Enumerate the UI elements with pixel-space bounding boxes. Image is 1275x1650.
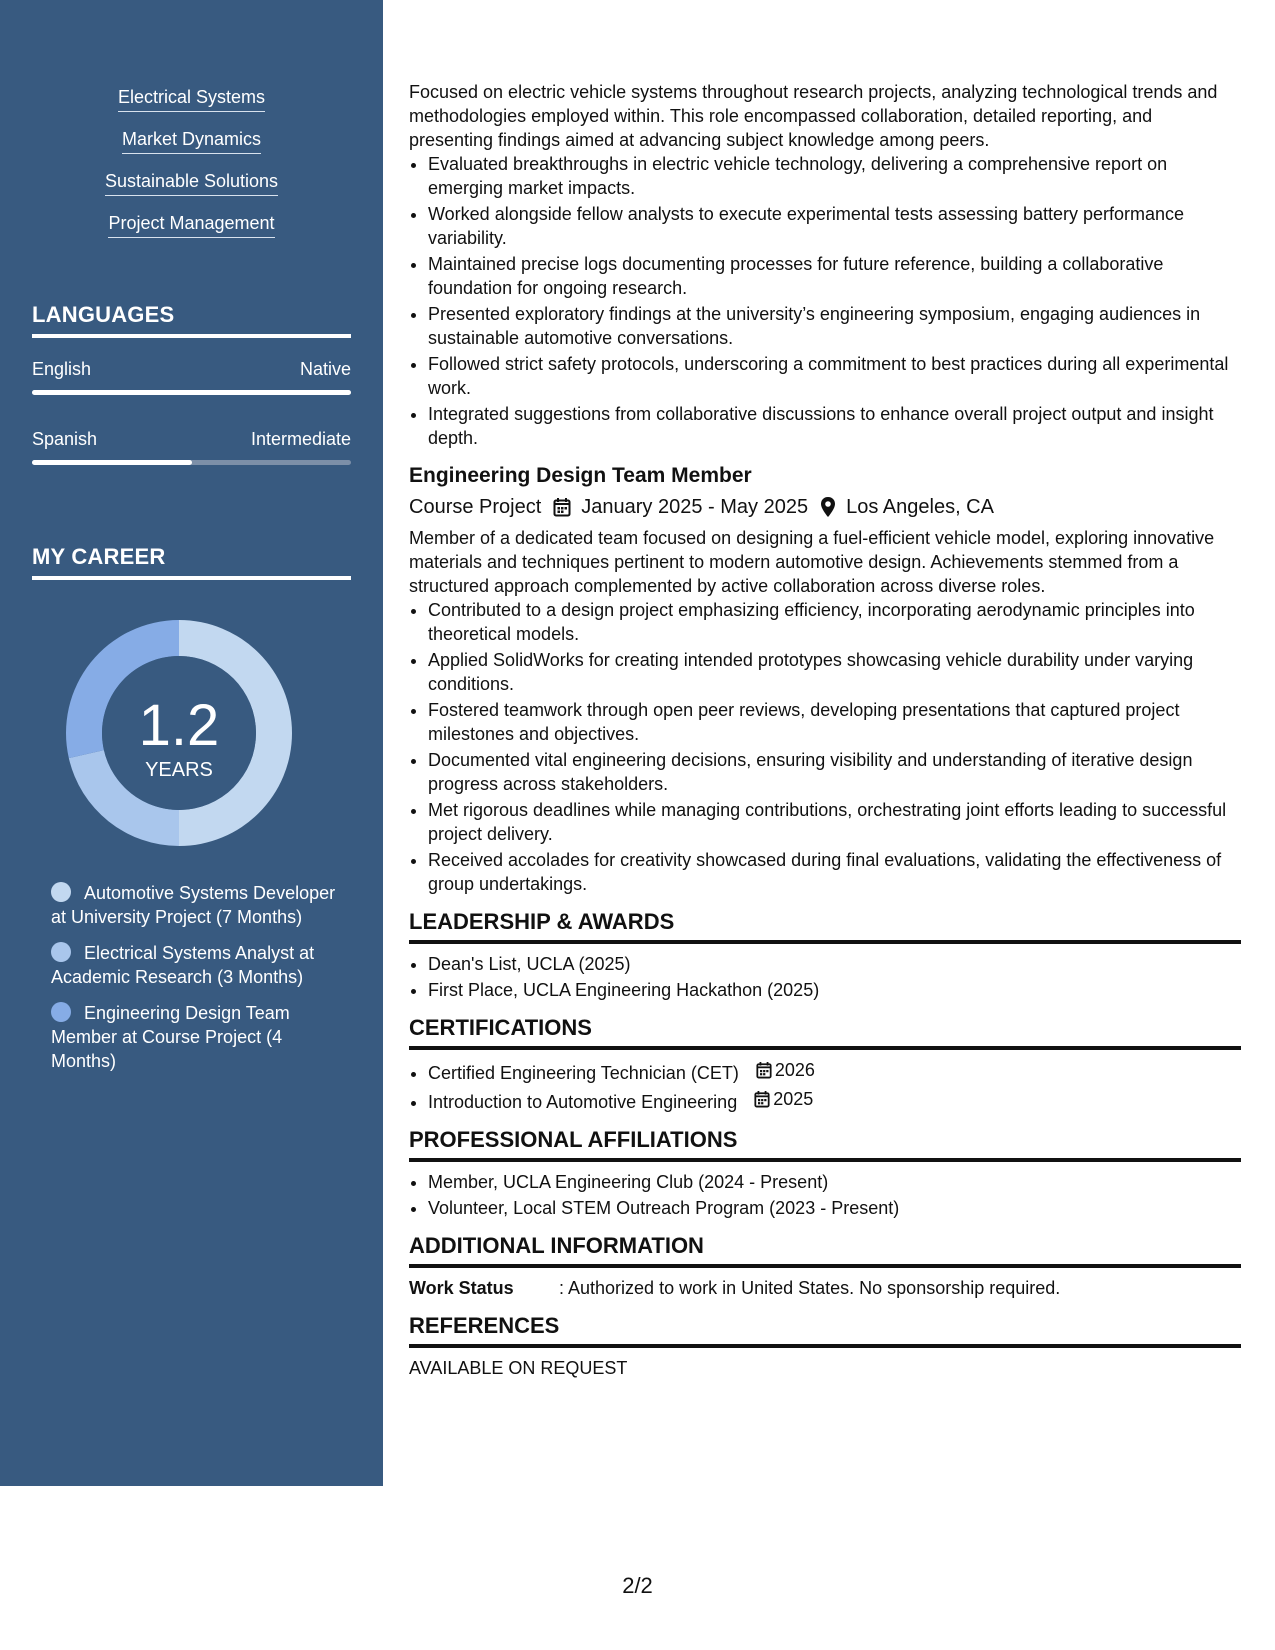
languages-heading: LANGUAGES [32, 302, 351, 338]
job-location: Los Angeles, CA [846, 496, 994, 518]
language-bar [32, 460, 351, 465]
cert-date [754, 1087, 813, 1111]
list-item [428, 1058, 1241, 1085]
list-item: • Presented exploratory findings at the university’s engineering symposium, engaging audiences in sustainable automotive conversations. [428, 302, 1241, 350]
list-item: • Dean's List, UCLA (2025) [428, 952, 1241, 976]
career-dot-icon [51, 942, 71, 962]
list-item: • Volunteer, Local STEM Outreach Program (2023 - Present) [428, 1196, 1241, 1220]
career-item-text: Electrical Systems Analyst at Academic Research (3 Months) [51, 943, 315, 987]
references-text: AVAILABLE ON REQUEST [409, 1358, 628, 1378]
career-item-text: Engineering Design Team Member at Course Project (4 Months) [51, 1003, 290, 1071]
language-bar-fill [32, 460, 192, 465]
job-summary: Member of a dedicated team focused on designing a fuel-efficient vehicle model, exploring innovative materials and techniques pertinent to modern automotive design. Achievements stemmed from a structured approach complemented by active collaboration across diverse roles. [409, 528, 1215, 596]
calendar-icon [754, 1090, 770, 1108]
references-heading: REFERENCES [409, 1312, 1241, 1348]
job-dates: January 2025 - May 2025 [581, 496, 809, 518]
list-item [428, 1087, 1241, 1114]
leadership-heading: LEADERSHIP & AWARDS [409, 908, 1241, 944]
list-item: • Member, UCLA Engineering Club (2024 - Present) [428, 1170, 1241, 1194]
affiliations-list [409, 1170, 1241, 1220]
career-item-text: Automotive Systems Developer at University Project (7 Months) [51, 883, 336, 927]
career-item [51, 881, 341, 929]
list-item: • Evaluated breakthroughs in electric vehicle technology, delivering a comprehensive report on emerging market impacts. [428, 152, 1241, 200]
career-donut [66, 620, 292, 846]
list-item: • Followed strict safety protocols, underscoring a commitment to best practices during all experimental work. [428, 352, 1241, 400]
career-dot-icon [51, 1002, 71, 1022]
list-item: • Integrated suggestions from collaborative discussions to enhance overall project output and insight depth. [428, 402, 1241, 450]
language-bar-fill [32, 390, 351, 395]
language-name: Spanish [32, 429, 98, 449]
list-item: • Received accolades for creativity showcased during final evaluations, validating the effectiveness of group undertakings. [428, 848, 1241, 896]
cert-date [756, 1058, 815, 1082]
affiliations-heading: PROFESSIONAL AFFILIATIONS [409, 1126, 1241, 1162]
skill-link[interactable]: Electrical Systems [118, 86, 265, 112]
page-number: 2/2 [622, 1573, 653, 1598]
calendar-icon [553, 497, 571, 517]
skills-list [0, 86, 383, 254]
additional-info-heading: ADDITIONAL INFORMATION [409, 1232, 1241, 1268]
certifications-list [409, 1058, 1241, 1114]
job-org: Course Project [409, 496, 542, 518]
job-title: Engineering Design Team Member [409, 464, 752, 487]
location-pin-icon [820, 496, 836, 518]
career-total-unit: YEARS [145, 759, 213, 781]
intro-bullet-list [409, 152, 1241, 450]
main-content [409, 80, 1241, 1380]
job-bullet-list [409, 598, 1241, 896]
skill-link[interactable]: Market Dynamics [122, 128, 261, 154]
language-level: Native [299, 359, 351, 379]
list-item: • Contributed to a design project emphasizing efficiency, incorporating aerodynamic principles into theoretical models. [428, 598, 1241, 646]
sidebar [0, 0, 383, 1486]
career-list [51, 881, 341, 1085]
cert-year: 2026 [774, 1060, 815, 1080]
skill-link[interactable]: Sustainable Solutions [105, 170, 278, 196]
language-row [32, 359, 351, 380]
cert-name: Introduction to Automotive Engineering [428, 1092, 738, 1112]
list-item: • Documented vital engineering decisions, ensuring visibility and understanding of iterative design progress across stakeholders. [428, 748, 1241, 796]
calendar-icon [756, 1061, 772, 1079]
skill-link[interactable]: Project Management [108, 212, 274, 238]
language-row [32, 429, 351, 450]
list-item: • Maintained precise logs documenting processes for future reference, building a collaborative foundation for ongoing research. [428, 252, 1241, 300]
career-heading: MY CAREER [32, 544, 351, 580]
job-meta [409, 492, 1241, 522]
career-dot-icon [51, 882, 71, 902]
language-bar [32, 390, 351, 395]
language-level: Intermediate [250, 429, 351, 449]
list-item: • First Place, UCLA Engineering Hackathon (2025) [428, 978, 1241, 1002]
work-status-label: Work Status [409, 1278, 514, 1298]
list-item: • Applied SolidWorks for creating intended prototypes showcasing vehicle durability under varying conditions. [428, 648, 1241, 696]
leadership-list [409, 952, 1241, 1002]
work-status-row [409, 1276, 1241, 1300]
career-item [51, 941, 341, 989]
list-item: • Fostered teamwork through open peer reviews, developing presentations that captured project milestones and objectives. [428, 698, 1241, 746]
career-total-value: 1.2 [138, 693, 220, 758]
work-status-value: : Authorized to work in United States. No sponsorship required. [559, 1278, 1061, 1298]
career-item [51, 1001, 341, 1073]
list-item: • Worked alongside fellow analysts to execute experimental tests assessing battery performance variability. [428, 202, 1241, 250]
intro-paragraph: Focused on electric vehicle systems throughout research projects, analyzing technological trends and methodologies employed within. This role encompassed collaboration, detailed reporting, and presenting findings aimed at advancing subject knowledge among peers. [409, 82, 1218, 150]
career-donut-chart [66, 620, 292, 846]
language-name: English [32, 359, 92, 379]
certifications-heading: CERTIFICATIONS [409, 1014, 1241, 1050]
cert-name: Certified Engineering Technician (CET) [428, 1063, 739, 1083]
list-item: • Met rigorous deadlines while managing contributions, orchestrating joint efforts leading to successful project delivery. [428, 798, 1241, 846]
cert-year: 2025 [773, 1089, 814, 1109]
